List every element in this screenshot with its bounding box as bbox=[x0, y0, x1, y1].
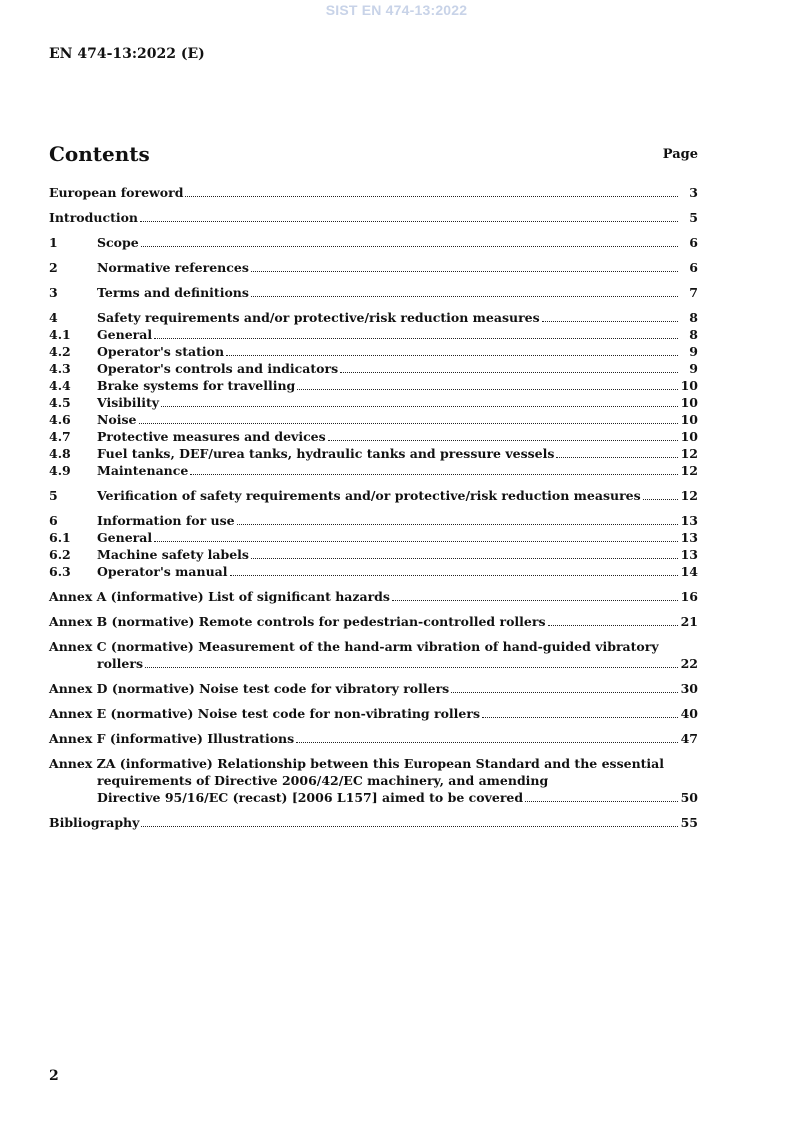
dot-leader bbox=[556, 447, 678, 458]
toc-entry-annex-za[interactable] bbox=[49, 755, 698, 806]
toc-subentry[interactable] bbox=[49, 411, 698, 428]
dot-leader bbox=[251, 286, 678, 297]
toc-number: 6.3 bbox=[49, 564, 71, 579]
toc-title[interactable]: Annex A (informative) List of significant hazards bbox=[49, 589, 390, 604]
toc-title[interactable]: Bibliography bbox=[49, 815, 140, 830]
toc-entry-verification[interactable] bbox=[49, 487, 698, 504]
toc-page: 13 bbox=[680, 513, 698, 528]
toc-title[interactable]: Annex D (normative) Noise test code for vibratory rollers bbox=[49, 681, 450, 696]
toc-page: 7 bbox=[689, 285, 698, 300]
toc-page: 16 bbox=[680, 589, 698, 604]
dot-leader bbox=[328, 430, 678, 441]
toc-number: 4.4 bbox=[49, 378, 71, 393]
toc-title[interactable]: Machine safety labels bbox=[97, 547, 249, 562]
toc-page: 55 bbox=[680, 815, 698, 830]
toc-title[interactable]: Maintenance bbox=[97, 463, 189, 478]
toc-title[interactable]: Annex C (normative) Measurement of the hand-arm vibration of hand-guided vibratory bbox=[49, 639, 659, 654]
toc-subentry[interactable] bbox=[49, 563, 698, 580]
toc-page: 13 bbox=[680, 530, 698, 545]
toc-title[interactable]: Brake systems for travelling bbox=[97, 378, 296, 393]
toc-number: 6.1 bbox=[49, 530, 71, 545]
toc-number: 5 bbox=[49, 488, 58, 503]
toc-title[interactable]: Annex F (informative) Illustrations bbox=[49, 731, 295, 746]
toc-subentry[interactable] bbox=[49, 445, 698, 462]
page-column-label: Page bbox=[662, 147, 698, 162]
toc-page: 12 bbox=[680, 446, 698, 461]
toc-subentry[interactable] bbox=[49, 428, 698, 445]
toc-page: 13 bbox=[680, 547, 698, 562]
toc-title-continued[interactable]: Directive 95/16/EC (recast) [2006 L157] aimed to be covered bbox=[97, 790, 524, 805]
toc-number: 4.3 bbox=[49, 361, 71, 376]
toc-subentry[interactable] bbox=[49, 529, 698, 546]
toc-subentry[interactable] bbox=[49, 326, 698, 343]
toc-entry-foreword[interactable] bbox=[49, 184, 698, 201]
toc-entry-annex-a[interactable] bbox=[49, 588, 698, 605]
dot-leader bbox=[145, 657, 678, 668]
toc-page: 9 bbox=[689, 361, 698, 376]
toc-entry-bibliography[interactable] bbox=[49, 814, 698, 831]
dot-leader bbox=[297, 379, 678, 390]
dot-leader bbox=[141, 236, 678, 247]
dot-leader bbox=[154, 531, 678, 542]
toc-entry-scope[interactable] bbox=[49, 234, 698, 251]
dot-leader bbox=[451, 682, 678, 693]
toc-title[interactable]: Information for use bbox=[97, 513, 235, 528]
toc-title[interactable]: Introduction bbox=[49, 210, 139, 225]
toc-title[interactable]: Visibility bbox=[97, 395, 160, 410]
toc-title[interactable]: Annex B (normative) Remote controls for pedestrian-controlled rollers bbox=[49, 614, 546, 629]
toc-entry-annex-c[interactable] bbox=[49, 638, 698, 672]
dot-leader bbox=[226, 345, 678, 356]
toc-entry-information-for-use[interactable] bbox=[49, 512, 698, 580]
toc-page: 22 bbox=[680, 656, 698, 671]
toc-number: 1 bbox=[49, 235, 58, 250]
toc-entry-introduction[interactable] bbox=[49, 209, 698, 226]
toc-number: 4 bbox=[49, 310, 58, 325]
toc-entry-normative-references[interactable] bbox=[49, 259, 698, 276]
toc-number: 4.7 bbox=[49, 429, 71, 444]
toc-title-continued[interactable]: rollers bbox=[97, 656, 143, 671]
watermark: SIST EN 474-13:2022 bbox=[325, 2, 468, 18]
dot-leader bbox=[139, 413, 678, 424]
toc-title[interactable]: Operator's manual bbox=[97, 564, 228, 579]
toc-page: 14 bbox=[680, 564, 698, 579]
dot-leader bbox=[548, 615, 679, 626]
contents-header bbox=[49, 142, 698, 166]
toc-page: 6 bbox=[689, 235, 698, 250]
toc-entry-annex-f[interactable] bbox=[49, 730, 698, 747]
toc-number: 4.9 bbox=[49, 463, 71, 478]
toc-title[interactable]: General bbox=[97, 327, 153, 342]
toc-page: 10 bbox=[680, 412, 698, 427]
dot-leader bbox=[161, 396, 678, 407]
toc-number: 6 bbox=[49, 513, 58, 528]
toc-title[interactable]: Verification of safety requirements and/or protective/risk reduction measures bbox=[97, 488, 641, 503]
toc-title[interactable]: Annex E (normative) Noise test code for non-vibrating rollers bbox=[49, 706, 480, 721]
dot-leader bbox=[251, 261, 678, 272]
toc-page: 12 bbox=[680, 488, 698, 503]
toc-subentry[interactable] bbox=[49, 394, 698, 411]
toc-title[interactable]: Operator's controls and indicators bbox=[97, 361, 339, 376]
dot-leader bbox=[542, 311, 678, 322]
toc-number: 4.5 bbox=[49, 395, 71, 410]
dot-leader bbox=[141, 816, 678, 827]
toc-title[interactable]: Noise bbox=[97, 412, 137, 427]
toc-page: 40 bbox=[680, 706, 698, 721]
toc-title[interactable]: Terms and definitions bbox=[97, 285, 249, 300]
toc-page: 8 bbox=[689, 310, 698, 325]
toc-subentry[interactable] bbox=[49, 360, 698, 377]
toc-number: 4.1 bbox=[49, 327, 71, 342]
toc-number: 4.2 bbox=[49, 344, 71, 359]
toc-title[interactable]: Fuel tanks, DEF/urea tanks, hydraulic tanks and pressure vessels bbox=[97, 446, 555, 461]
toc-number: 6.2 bbox=[49, 547, 71, 562]
dot-leader bbox=[154, 328, 678, 339]
dot-leader bbox=[525, 791, 678, 802]
toc-page: 3 bbox=[689, 185, 698, 200]
toc-title[interactable]: European foreword bbox=[49, 185, 184, 200]
toc-page: 8 bbox=[689, 327, 698, 342]
table-of-contents bbox=[49, 184, 698, 839]
toc-entry-annex-d[interactable] bbox=[49, 680, 698, 697]
toc-page: 5 bbox=[689, 210, 698, 225]
toc-title-continued[interactable]: requirements of Directive 2006/42/EC machinery, and amending bbox=[97, 773, 549, 788]
toc-entry-safety-requirements[interactable] bbox=[49, 309, 698, 479]
dot-leader bbox=[482, 707, 678, 718]
dot-leader bbox=[296, 732, 678, 743]
toc-page: 21 bbox=[680, 614, 698, 629]
toc-page: 50 bbox=[680, 790, 698, 805]
toc-title[interactable]: Safety requirements and/or protective/risk reduction measures bbox=[97, 310, 540, 325]
toc-subentry[interactable] bbox=[49, 462, 698, 479]
toc-title[interactable]: Normative references bbox=[97, 260, 249, 275]
toc-number: 3 bbox=[49, 285, 58, 300]
dot-leader bbox=[185, 186, 678, 197]
dot-leader bbox=[392, 590, 678, 601]
dot-leader bbox=[230, 565, 678, 576]
toc-page: 47 bbox=[680, 731, 698, 746]
toc-page: 6 bbox=[689, 260, 698, 275]
toc-entry-annex-b[interactable] bbox=[49, 613, 698, 630]
contents-title: Contents bbox=[49, 142, 150, 166]
toc-title[interactable]: General bbox=[97, 530, 153, 545]
toc-page: 10 bbox=[680, 395, 698, 410]
toc-subentry[interactable] bbox=[49, 343, 698, 360]
toc-subentry[interactable] bbox=[49, 546, 698, 563]
toc-page: 9 bbox=[689, 344, 698, 359]
toc-title[interactable]: Operator's station bbox=[97, 344, 225, 359]
dot-leader bbox=[237, 514, 678, 525]
document-id: EN 474-13:2022 (E) bbox=[49, 46, 205, 62]
toc-number: 2 bbox=[49, 260, 58, 275]
toc-number: 4.8 bbox=[49, 446, 71, 461]
dot-leader bbox=[251, 548, 678, 559]
dot-leader bbox=[340, 362, 678, 373]
dot-leader bbox=[643, 489, 678, 500]
toc-entry-annex-e[interactable] bbox=[49, 705, 698, 722]
dot-leader bbox=[140, 211, 678, 222]
toc-title[interactable]: Scope bbox=[97, 235, 139, 250]
toc-page: 30 bbox=[680, 681, 698, 696]
toc-subentry[interactable] bbox=[49, 377, 698, 394]
toc-number: 4.6 bbox=[49, 412, 71, 427]
page-number: 2 bbox=[49, 1068, 59, 1084]
toc-title[interactable]: Protective measures and devices bbox=[97, 429, 326, 444]
dot-leader bbox=[190, 464, 678, 475]
toc-title[interactable]: Annex ZA (informative) Relationship between this European Standard and the essential bbox=[49, 756, 665, 771]
toc-page: 12 bbox=[680, 463, 698, 478]
toc-page: 10 bbox=[680, 429, 698, 444]
toc-entry-terms[interactable] bbox=[49, 284, 698, 301]
toc-page: 10 bbox=[680, 378, 698, 393]
